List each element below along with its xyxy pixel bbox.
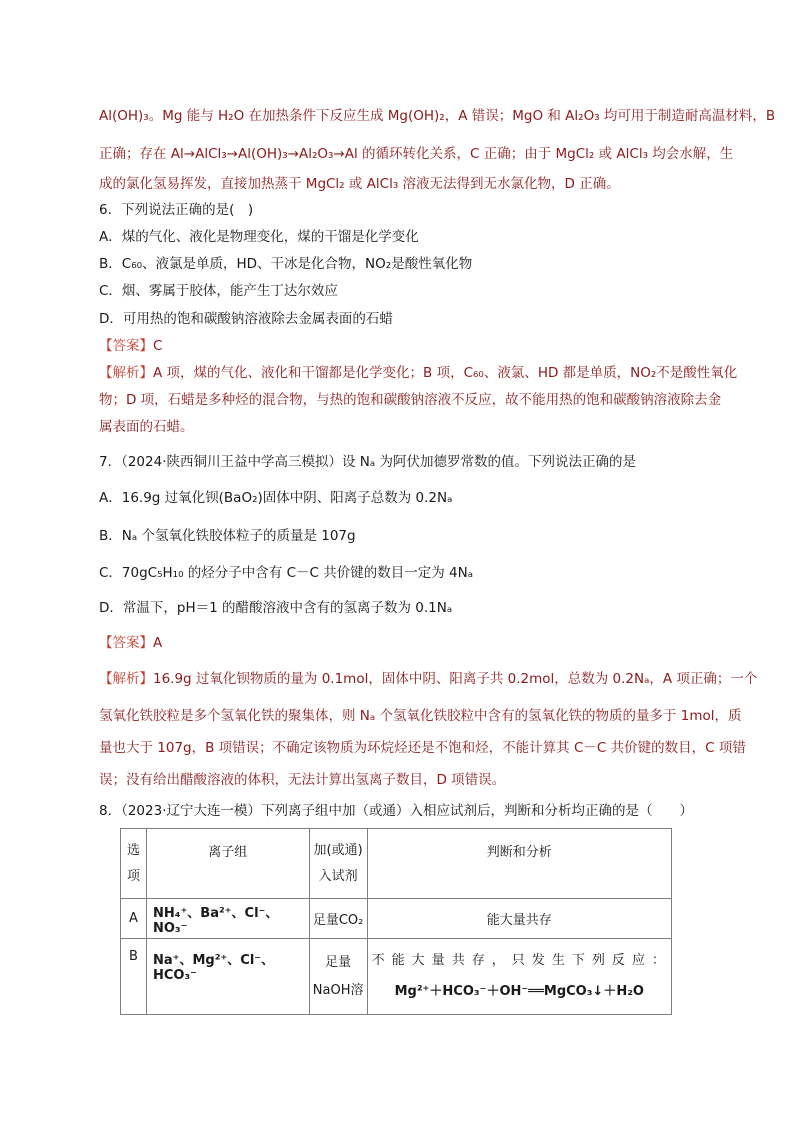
table-header-cell: 离子组 [146,829,309,899]
analysis-continuation-line-3: 成的氯化氢易挥发，直接加热蒸干 MgCl₂ 或 AlCl₃ 溶液无法得到无水氯化物，D 正确。 [99,176,620,192]
q7-option-d: D．常温下，pH＝1 的醋酸溶液中含有的氢离子数为 0.1Nₐ [99,600,453,616]
q6-analysis-line-2: 物；D 项，石蜡是多种烃的混合物，与热的饱和碳酸钠溶液不反应，故不能用热的饱和碳酸钠溶液除去金 [99,392,722,408]
table-cell: 足量NaOH溶 [309,939,367,1015]
q7-option-a: A．16.9g 过氧化钡(BaO₂)固体中阴、阳离子总数为 0.2Nₐ [99,490,453,506]
q7-analysis-line-2: 氢氧化铁胶粒是多个氢氧化铁的聚集体，则 Nₐ 个氢氧化铁胶粒中含有的氢氧化铁的物质的量多于 1mol，质 [99,708,742,724]
answer-value: A [153,635,163,651]
q6-answer [99,336,724,356]
q6-option-a: A．煤的气化、液化是物理变化，煤的干馏是化学变化 [99,229,419,245]
answer-value: C [153,338,163,354]
table-cell: NH₄⁺、Ba²⁺、Cl⁻、NO₃⁻ [146,899,309,939]
q6-option-c: C．烟、雾属于胶体，能产生丁达尔效应 [99,283,338,299]
table-cell [367,939,671,1015]
table-header-cell: 判断和分析 [367,829,671,899]
table-header-cell: 加(或通)入试剂 [309,829,367,899]
answer-tag: 【答案】 [99,635,153,651]
q6-option-b: B．C₆₀、液氯是单质，HD、干冰是化合物，NO₂是酸性氧化物 [99,256,473,272]
analysis-tag: 【解析】 [99,671,153,687]
answer-tag: 【答案】 [99,338,153,354]
table-cell: A [121,899,147,939]
q6-analysis-line-3: 属表面的石蜡。 [99,419,194,435]
q8-stem: 8．（2023·辽宁大连一模）下列离子组中加（或通）入相应试剂后，判断和分析均正确的是（ ） [99,803,693,819]
analysis-tag: 【解析】 [99,365,153,381]
q6-option-d: D．可用热的饱和碳酸钠溶液除去金属表面的石蜡 [99,311,393,327]
table-row [121,899,672,939]
q8-options-table [120,828,672,1015]
table-header-cell: 选项 [121,829,147,899]
table-cell: 足量CO₂ [309,899,367,939]
analysis-text: A 项，煤的气化、液化和干馏都是化学变化；B 项，C₆₀、液氯、HD 都是单质，NO₂不是酸性氧化 [153,365,738,381]
q7-stem: 7．（2024·陕西铜川王益中学高三模拟）设 Nₐ 为阿伏加德罗常数的值。下列说法正确的是 [99,454,636,470]
analysis-text: 16.9g 过氧化钡物质的量为 0.1mol，固体中阴、阳离子共 0.2mol，总数为 0.2Nₐ，A 项正确；一个 [153,671,758,687]
table-cell: Na⁺、Mg²⁺、Cl⁻、HCO₃⁻ [146,939,309,1015]
q7-answer [99,633,724,653]
q7-analysis-line-1 [99,669,758,689]
table-header-row [121,829,672,899]
q6-analysis-line-1 [99,363,738,383]
table-row [121,939,672,1015]
q6-stem: 6．下列说法正确的是( ) [99,202,254,218]
q7-analysis-line-3: 量也大于 107g，B 项错误；不确定该物质为环烷烃还是不饱和烃，不能计算其 C－C 共价键的数目，C 项错 [99,740,746,756]
q7-analysis-line-4: 误；没有给出醋酸溶液的体积，无法计算出氢离子数目，D 项错误。 [99,772,506,788]
reaction-equation: Mg²⁺＋HCO₃⁻＋OH⁻══MgCO₃↓＋H₂O [394,984,644,999]
analysis-text: 不能大量共存，只发生下列反应： [371,953,667,968]
table-cell: 能大量共存 [367,899,671,939]
q7-option-b: B．Nₐ 个氢氧化铁胶体粒子的质量是 107g [99,528,356,544]
table-cell: B [121,939,147,1015]
analysis-continuation-line-1: Al(OH)₃。Mg 能与 H₂O 在加热条件下反应生成 Mg(OH)₂，A 错误；MgO 和 Al₂O₃ 均可用于制造耐高温材料，B [99,108,776,124]
analysis-continuation-line-2: 正确；存在 Al→AlCl₃→Al(OH)₃→Al₂O₃→Al 的循环转化关系，C 正确；由于 MgCl₂ 或 AlCl₃ 均会水解，生 [99,146,734,162]
q7-option-c: C．70gC₅H₁₀ 的烃分子中含有 C－C 共价键的数目一定为 4Nₐ [99,565,473,581]
